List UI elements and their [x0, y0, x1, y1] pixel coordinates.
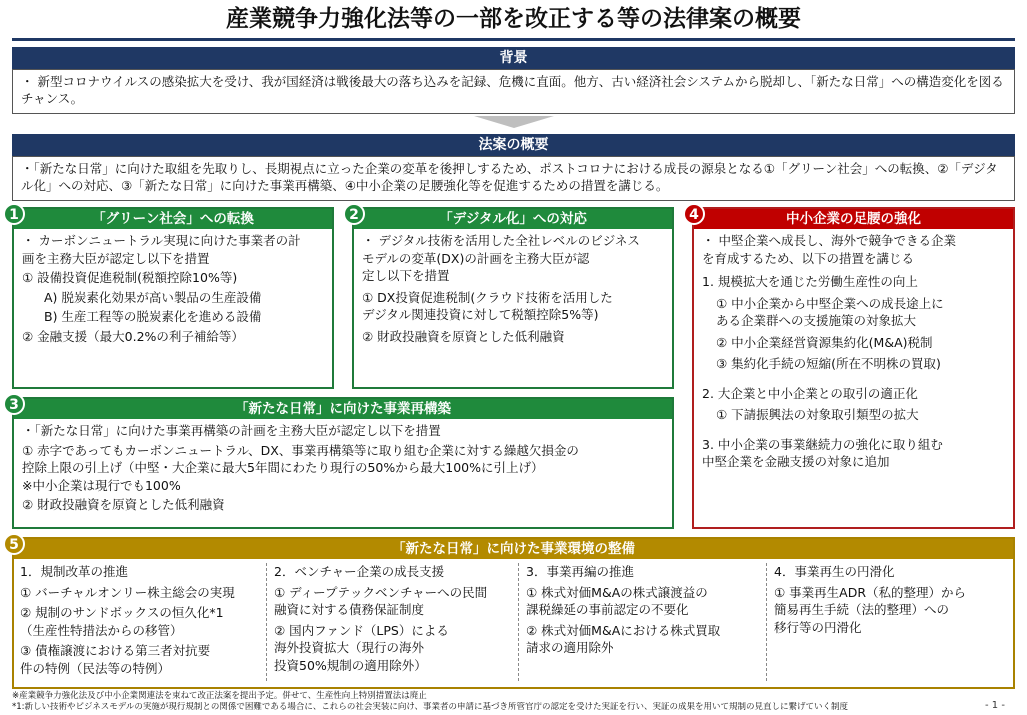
column-divider	[266, 563, 267, 681]
column-business-revitalization	[768, 559, 1013, 640]
list-item: ① 事業再生ADR（私的整理）から 簡易再生手続（法的整理）への 移行等の円滑化	[774, 584, 967, 635]
list-item: ・ 中堅企業へ成長し、海外で競争できる企業 を育成するため、以下の措置を講じる	[702, 233, 956, 266]
columns-container	[14, 559, 1013, 687]
panel-body	[14, 229, 332, 348]
panel-body	[354, 229, 672, 348]
panel-business-environment	[12, 537, 1015, 689]
footnote: ※産業競争力強化法及び中小企業関連法を束ねて改正法案を提出予定。併せて、生産性向上特別措置法は廃止	[12, 691, 427, 701]
background-text: ・ 新型コロナウイルスの感染拡大を受け、我が国経済は戦後最大の落ち込みを記録、危機に直面。他方、古い経済社会システムから脱却し、「新たな日常」への構造変化を図るチャンス。	[12, 69, 1015, 114]
list-item: ・「新たな日常」に向けた事業再構築の計画を主務大臣が認定し以下を措置	[22, 423, 441, 438]
list-item: 2. 大企業と中小企業との取引の適正化	[702, 385, 918, 401]
column-venture-support	[268, 559, 516, 678]
number-badge-4: 4	[683, 203, 705, 225]
list-item: ① 中小企業から中堅企業への成長途上に ある企業群への支援施策の対象拡大	[716, 295, 944, 328]
overview-text: ・「新たな日常」に向けた取組を先取りし、長期視点に立った企業の変革を後押しするため、ポストコロナにおける成長の源泉となる①「グリーン社会」への転換、②「デジタル化」への対応、③「新たな日常」に向けた事業再構築、④中小企業の足腰強化等を促進するための措置を講じる。	[12, 156, 1015, 201]
panel-header: 中小企業の足腰の強化	[694, 209, 1013, 229]
number-badge-3: 3	[3, 393, 25, 415]
list-item: ② 株式対価M&Aにおける株式買取 請求の適用除外	[526, 622, 721, 655]
list-item: ① 株式対価M&Aの株式譲渡益の 課税繰延の事前認定の不要化	[526, 584, 708, 617]
panel-body	[694, 229, 1013, 474]
number-badge-2: 2	[343, 203, 365, 225]
list-item: ③ 債権譲渡における第三者対抗要 件の特例（民法等の特例）	[20, 643, 211, 676]
panel-header: 「デジタル化」への対応	[354, 209, 672, 229]
panel-business-restructuring	[12, 397, 674, 529]
title-underline	[12, 38, 1015, 41]
list-item: ・ カーボンニュートラル実現に向けた事業者の計 画を主務大臣が認定し以下を措置	[22, 233, 301, 266]
list-item: ② 財政投融資を原資とした低利融資	[22, 497, 225, 512]
number-badge-1: 1	[3, 203, 25, 225]
panel-digitalization	[352, 207, 674, 389]
column-divider	[766, 563, 767, 681]
chevron-down-icon	[474, 116, 554, 128]
list-item: ② 財政投融資を原資とした低利融資	[362, 328, 565, 344]
panel-body	[14, 419, 672, 517]
column-heading: 3．事業再編の推進	[526, 564, 634, 579]
column-heading: 4．事業再生の円滑化	[774, 564, 895, 579]
list-item: ① バーチャルオンリー株主総会の実現	[20, 584, 235, 600]
column-heading: 1．規制改革の推進	[20, 564, 128, 579]
list-item: ① 設備投資促進税制(税額控除10%等)	[22, 270, 238, 285]
background-header: 背景	[12, 47, 1015, 69]
list-item: ① ディープテックベンチャーへの民間 融資に対する債務保証制度	[274, 584, 488, 617]
page-title: 産業競争力強化法等の一部を改正する等の法律案の概要	[226, 6, 801, 32]
panel-green-society	[12, 207, 334, 389]
list-item: A) 脱炭素化効果が高い製品の生産設備	[44, 289, 262, 305]
overview-header: 法案の概要	[12, 134, 1015, 156]
panel-header: 「新たな日常」に向けた事業再構築	[14, 399, 672, 419]
list-item: ③ 集約化手続の短縮(所在不明株の買取)	[716, 356, 941, 371]
number-badge-5: 5	[3, 533, 25, 555]
footnote: *1:新しい技術やビジネスモデルの実施が現行規制との関係で困難である場合に、これらの社会実装に向け、事業者の申請に基づき所管官庁の認定を受けた実証を行い、実証の成果を用いて規制の見直しに繋げていく制度	[12, 702, 849, 712]
page-number: - 1 -	[985, 700, 1005, 711]
list-item: B) 生産工程等の脱炭素化を進める設備	[44, 309, 262, 324]
panel-header: 「新たな日常」に向けた事業環境の整備	[14, 539, 1013, 559]
list-item: ① DX投資促進税制(クラウド技術を活用した デジタル関連投資に対して税額控除5%等)	[362, 289, 613, 322]
column-divider	[518, 563, 519, 681]
list-item: ① 赤字であってもカーボンニュートラル、DX、事業再構築等に取り組む企業に対する繰越欠損金の 控除上限の引上げ（中堅・大企業に最大5年間にわたり現行の50%から最大100%に引上げ） ※中小企業は現行でも100%	[22, 442, 579, 493]
list-item: ② 中小企業経営資源集約化(M&A)税制	[716, 334, 933, 350]
list-item: ② 国内ファンド（LPS）による 海外投資拡大（現行の海外 投資50%規制の適用除外）	[274, 622, 449, 673]
list-item: 1. 規模拡大を通じた労働生産性の向上	[702, 274, 918, 289]
panel-header: 「グリーン社会」への転換	[14, 209, 332, 229]
list-item: ② 規制のサンドボックスの恒久化*1 （生産性特措法からの移管）	[20, 605, 224, 638]
column-regulatory-reform	[14, 559, 264, 681]
column-business-restructuring	[520, 559, 764, 661]
list-item: ② 金融支援（最大0.2%の利子補給等）	[22, 328, 244, 344]
list-item: 3. 中小企業の事業継続力の強化に取り組む 中堅企業を金融支援の対象に追加	[702, 436, 943, 469]
panel-sme-strengthening	[692, 207, 1015, 529]
list-item: ・ デジタル技術を活用した全社レベルのビジネス モデルの変革(DX)の計画を主務大臣が認 定し以下を措置	[362, 233, 640, 283]
list-item: ① 下請振興法の対象取引類型の拡大	[716, 407, 919, 422]
column-heading: 2．ベンチャー企業の成長支援	[274, 564, 445, 579]
